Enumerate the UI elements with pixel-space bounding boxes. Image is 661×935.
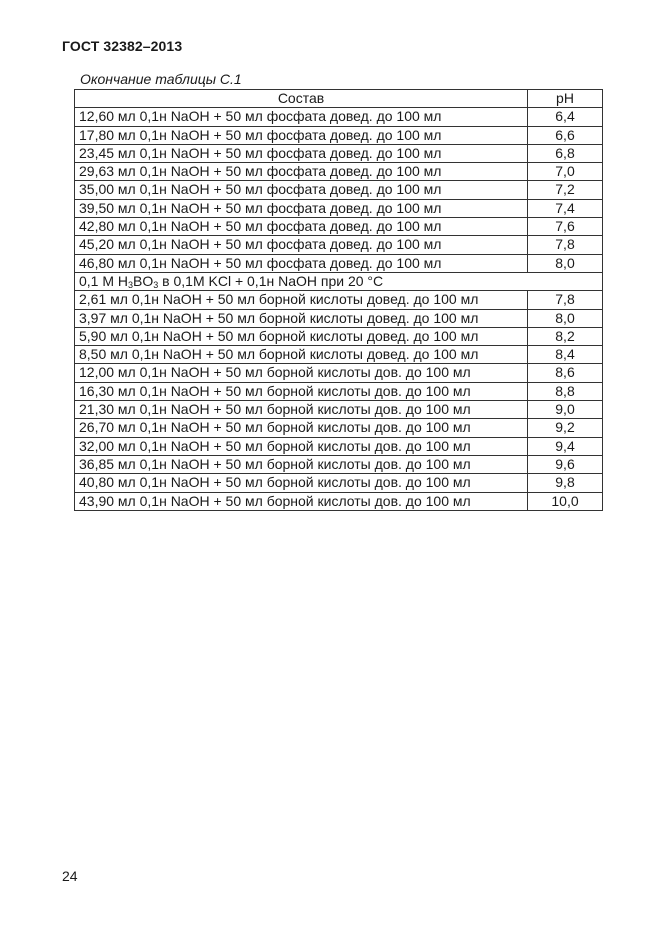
section-heading-cell xyxy=(75,272,603,290)
ph-cell: 6,6 xyxy=(528,126,603,144)
composition-cell: 23,45 мл 0,1н NaOH + 50 мл фосфата довед. до 100 мл xyxy=(75,144,528,162)
table-row xyxy=(75,218,603,236)
table-row xyxy=(75,254,603,272)
composition-cell: 32,00 мл 0,1н NaOH + 50 мл борной кислоты дов. до 100 мл xyxy=(75,437,528,455)
composition-cell: 5,90 мл 0,1н NaOH + 50 мл борной кислоты довед. до 100 мл xyxy=(75,327,528,345)
composition-cell: 45,20 мл 0,1н NaOH + 50 мл фосфата довед. до 100 мл xyxy=(75,236,528,254)
ph-cell: 9,8 xyxy=(528,474,603,492)
table-row xyxy=(75,382,603,400)
table-caption: Окончание таблицы С.1 xyxy=(80,71,242,87)
ph-cell: 8,2 xyxy=(528,327,603,345)
ph-cell: 7,2 xyxy=(528,181,603,199)
column-header-composition: Состав xyxy=(75,90,528,108)
ph-cell: 7,0 xyxy=(528,163,603,181)
section-prefix: 0,1 М H xyxy=(79,272,129,289)
table-header-row xyxy=(75,90,603,108)
section-subscript: 3 xyxy=(128,279,134,290)
table-row xyxy=(75,309,603,327)
ph-cell: 7,8 xyxy=(528,236,603,254)
table-row xyxy=(75,401,603,419)
ph-cell: 8,8 xyxy=(528,382,603,400)
section-mid: BO xyxy=(133,272,154,289)
document-header: ГОСТ 32382–2013 xyxy=(62,38,183,54)
table-row xyxy=(75,492,603,510)
table-row xyxy=(75,419,603,437)
ph-cell: 7,6 xyxy=(528,218,603,236)
ph-cell: 7,8 xyxy=(528,291,603,309)
table-row xyxy=(75,181,603,199)
table-row xyxy=(75,236,603,254)
table-row xyxy=(75,144,603,162)
ph-cell: 9,6 xyxy=(528,455,603,473)
section-suffix: в 0,1М KCl + 0,1н NaOH при 20 °С xyxy=(158,272,384,289)
page-number: 24 xyxy=(62,868,78,884)
composition-cell: 39,50 мл 0,1н NaOH + 50 мл фосфата довед. до 100 мл xyxy=(75,199,528,217)
section-subscript: 3 xyxy=(153,279,159,290)
table-row xyxy=(75,126,603,144)
table-row xyxy=(75,346,603,364)
ph-cell: 6,4 xyxy=(528,108,603,126)
ph-cell: 8,4 xyxy=(528,346,603,364)
ph-buffer-table xyxy=(74,89,603,511)
composition-cell: 40,80 мл 0,1н NaOH + 50 мл борной кислоты дов. до 100 мл xyxy=(75,474,528,492)
table-row xyxy=(75,474,603,492)
composition-cell: 29,63 мл 0,1н NaOH + 50 мл фосфата довед. до 100 мл xyxy=(75,163,528,181)
column-header-ph: pH xyxy=(528,90,603,108)
table-row xyxy=(75,199,603,217)
composition-cell: 8,50 мл 0,1н NaOH + 50 мл борной кислоты довед. до 100 мл xyxy=(75,346,528,364)
composition-cell: 26,70 мл 0,1н NaOH + 50 мл борной кислоты дов. до 100 мл xyxy=(75,419,528,437)
composition-cell: 43,90 мл 0,1н NaOH + 50 мл борной кислоты дов. до 100 мл xyxy=(75,492,528,510)
table-row xyxy=(75,163,603,181)
ph-cell: 9,0 xyxy=(528,401,603,419)
ph-cell: 10,0 xyxy=(528,492,603,510)
composition-cell: 12,60 мл 0,1н NaOH + 50 мл фосфата довед. до 100 мл xyxy=(75,108,528,126)
composition-cell: 17,80 мл 0,1н NaOH + 50 мл фосфата довед. до 100 мл xyxy=(75,126,528,144)
composition-cell: 12,00 мл 0,1н NaOH + 50 мл борной кислоты дов. до 100 мл xyxy=(75,364,528,382)
table-container xyxy=(74,89,602,511)
composition-cell: 3,97 мл 0,1н NaOH + 50 мл борной кислоты довед. до 100 мл xyxy=(75,309,528,327)
ph-cell: 6,8 xyxy=(528,144,603,162)
table-row xyxy=(75,108,603,126)
ph-cell: 8,6 xyxy=(528,364,603,382)
composition-cell: 36,85 мл 0,1н NaOH + 50 мл борной кислоты дов. до 100 мл xyxy=(75,455,528,473)
composition-cell: 16,30 мл 0,1н NaOH + 50 мл борной кислоты дов. до 100 мл xyxy=(75,382,528,400)
composition-cell: 35,00 мл 0,1н NaOH + 50 мл фосфата довед. до 100 мл xyxy=(75,181,528,199)
composition-cell: 2,61 мл 0,1н NaOH + 50 мл борной кислоты довед. до 100 мл xyxy=(75,291,528,309)
ph-cell: 9,2 xyxy=(528,419,603,437)
composition-cell: 21,30 мл 0,1н NaOH + 50 мл борной кислоты дов. до 100 мл xyxy=(75,401,528,419)
composition-cell: 46,80 мл 0,1н NaOH + 50 мл фосфата довед. до 100 мл xyxy=(75,254,528,272)
table-row xyxy=(75,455,603,473)
table-row xyxy=(75,291,603,309)
table-row xyxy=(75,364,603,382)
table-row xyxy=(75,437,603,455)
ph-cell: 7,4 xyxy=(528,199,603,217)
ph-cell: 8,0 xyxy=(528,309,603,327)
ph-cell: 8,0 xyxy=(528,254,603,272)
table-row xyxy=(75,327,603,345)
composition-cell: 42,80 мл 0,1н NaOH + 50 мл фосфата довед. до 100 мл xyxy=(75,218,528,236)
ph-cell: 9,4 xyxy=(528,437,603,455)
section-row xyxy=(75,272,603,290)
